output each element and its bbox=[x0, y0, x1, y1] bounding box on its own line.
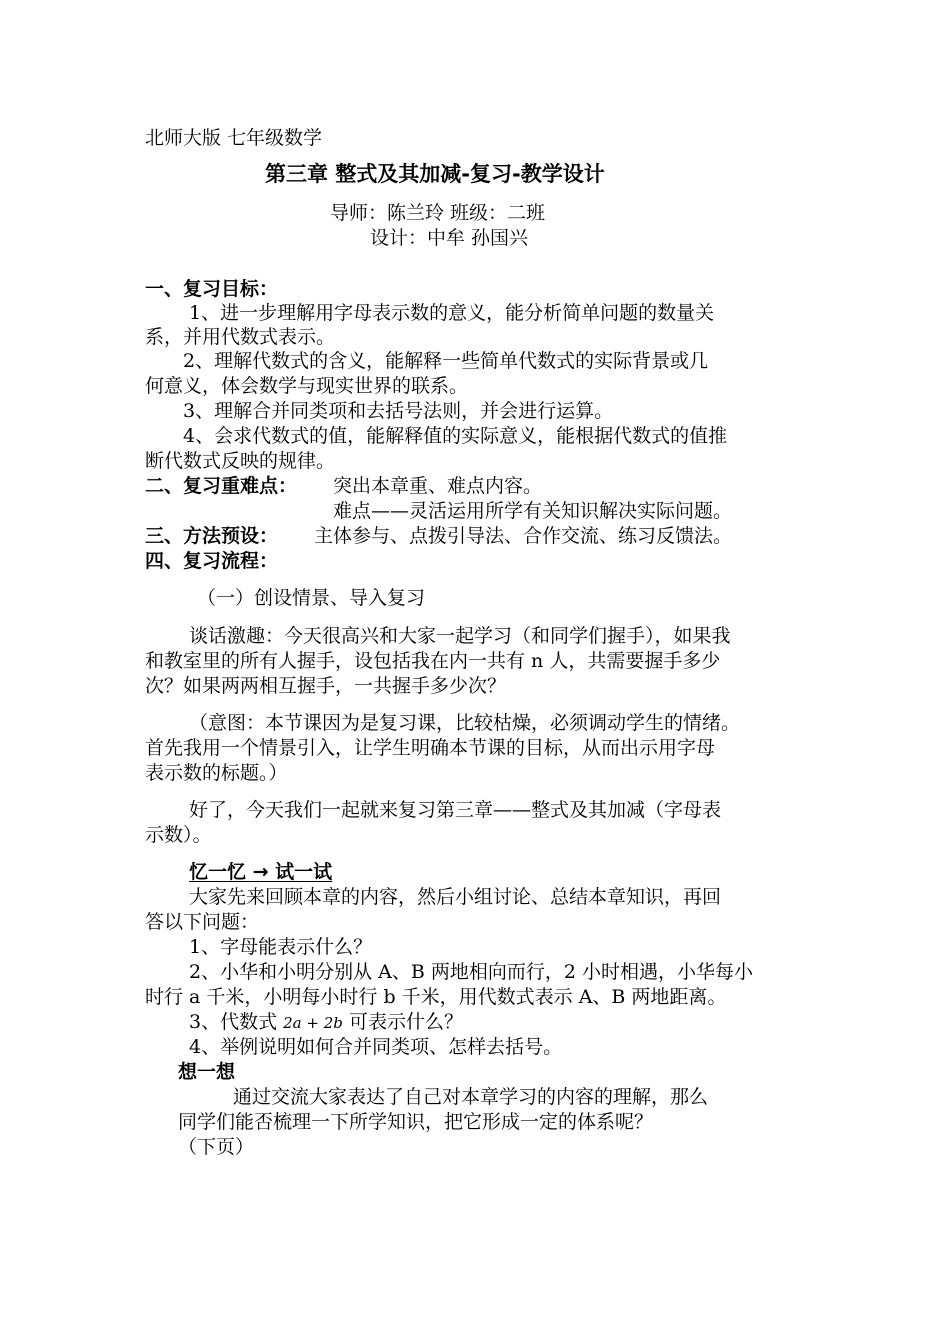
question-line: 时行 a 千米，小明每小时行 b 千米，用代数式表示 A、B 两地距离。 bbox=[145, 986, 727, 1008]
teacher-class-line: 导师：陈兰玲 班级：二班 bbox=[330, 202, 546, 224]
recall-line: 答以下问题： bbox=[145, 911, 260, 933]
publisher-grade: 北师大版 七年级数学 bbox=[145, 127, 323, 149]
talk-line: 谈话激趣：今天很高兴和大家一起学习（和同学们握手），如果我 bbox=[189, 625, 731, 647]
formula-2a-plus-2b: 2a + 2b bbox=[283, 1014, 343, 1032]
difficulty-text: 难点——灵活运用所学有关知识解决实际问题。 bbox=[333, 500, 733, 522]
question-3 bbox=[189, 1010, 463, 1035]
think-line: 同学们能否梳理一下所学知识，把它形成一定的体系呢？ bbox=[178, 1111, 654, 1133]
section1-heading: 一、复习目标： bbox=[145, 278, 279, 300]
question-3-suffix: 可表示什么？ bbox=[348, 1011, 463, 1033]
section2-heading: 二、复习重难点： bbox=[145, 475, 298, 497]
goal-line: 断代数式反映的规律。 bbox=[145, 450, 336, 472]
talk-line: 次？如果两两相互握手，一共握手多少次？ bbox=[145, 675, 507, 697]
goal-line: 何意义，体会数学与现实世界的联系。 bbox=[145, 375, 469, 397]
think-heading: 想一想 bbox=[178, 1061, 236, 1083]
question-3-prefix: 3、代数式 bbox=[189, 1011, 278, 1033]
recall-line: 大家先来回顾本章的内容，然后小组讨论、总结本章知识，再回 bbox=[189, 886, 722, 908]
goal-line: 3、理解合并同类项和去括号法则，并会进行运算。 bbox=[183, 400, 614, 422]
designer-line: 设计：中牟 孙国兴 bbox=[370, 227, 529, 249]
section4-heading: 四、复习流程： bbox=[145, 550, 279, 572]
goal-line: 系，并用代数式表示。 bbox=[145, 326, 336, 348]
goal-line: 2、理解代数式的含义，能解释一些简单代数式的实际背景或几 bbox=[183, 350, 709, 372]
next-page-note: （下页） bbox=[178, 1136, 255, 1158]
question-line: 1、字母能表示什么？ bbox=[189, 936, 373, 958]
intent-line: （意图：本节课因为是复习课，比较枯燥，必须调动学生的情绪。 bbox=[189, 712, 741, 734]
intent-line: 表示数的标题。） bbox=[145, 762, 288, 784]
recall-heading: 忆一忆 → 试一试 bbox=[189, 861, 333, 883]
ok-line: 好了，今天我们一起就来复习第三章——整式及其加减（字母表 bbox=[189, 799, 722, 821]
goal-line: 4、会求代数式的值，能解释值的实际意义，能根据代数式的值推 bbox=[183, 425, 728, 447]
step1-heading: （一）创设情景、导入复习 bbox=[197, 587, 426, 609]
section3-heading: 三、方法预设： bbox=[145, 525, 279, 547]
talk-line: 和教室里的所有人握手，设包括我在内一共有 n 人，共需要握手多少 bbox=[145, 650, 721, 672]
question-line: 2、小华和小明分别从 A、B 两地相向而行，2 小时相遇，小华每小 bbox=[189, 961, 753, 983]
ok-line: 示数）。 bbox=[145, 824, 212, 846]
key-point-text: 突出本章重、难点内容。 bbox=[333, 475, 543, 497]
think-line: 通过交流大家表达了自己对本章学习的内容的理解，那么 bbox=[233, 1086, 709, 1108]
question-4: 4、举例说明如何合并同类项、怎样去括号。 bbox=[189, 1036, 563, 1058]
method-text: 主体参与、点拨引导法、合作交流、练习反馈法。 bbox=[314, 525, 733, 547]
document-title: 第三章 整式及其加减-复习-教学设计 bbox=[265, 162, 605, 186]
intent-line: 首先我用一个情景引入，让学生明确本节课的目标，从而出示用字母 bbox=[145, 737, 716, 759]
goal-line: 1、进一步理解用字母表示数的意义，能分析简单问题的数量关 bbox=[189, 302, 715, 324]
